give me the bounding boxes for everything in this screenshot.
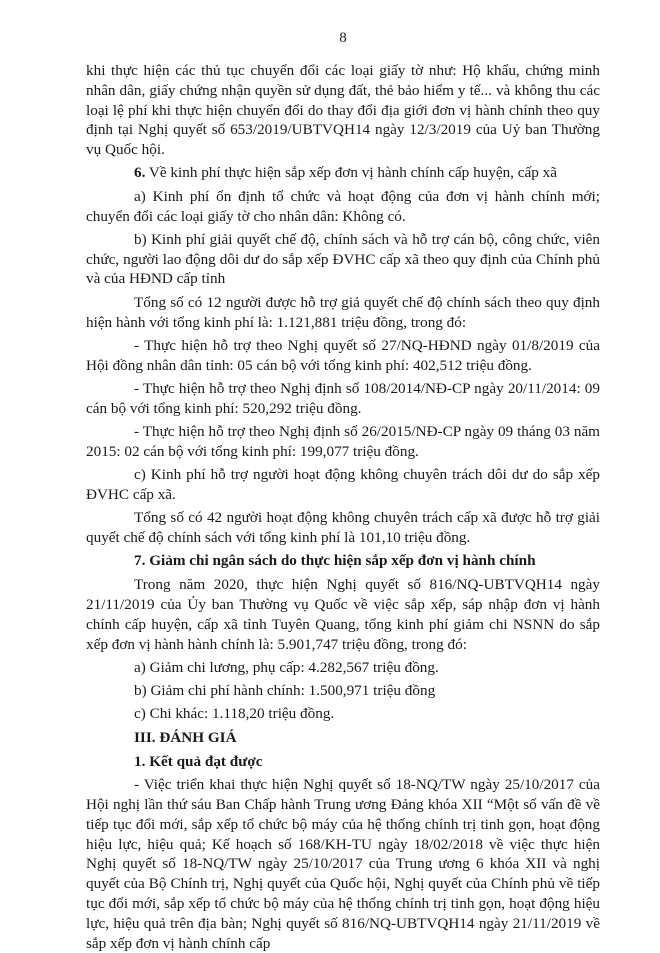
paragraph: Trong năm 2020, thực hiện Nghị quyết số 816/NQ-UBTVQH14 ngày 21/11/2019 của Ủy ban Thường vụ Quốc về việc sắp xếp, sáp nhập đơn vị hành chính cấp huyện, cấp xã tỉnh Tuyên Quang, tổng kinh phí giảm chi NSNN do sắp xếp đơn vị hành hành chính là: 5.901,747 triệu đồng, trong đó:	[86, 576, 600, 653]
paragraph: a) Giảm chi lương, phụ cấp: 4.282,567 triệu đồng.	[134, 658, 439, 676]
part-iii-heading: III. ĐÁNH GIÁ	[134, 728, 237, 746]
paragraph: b) Kinh phí giải quyết chế độ, chính sách và hỗ trợ cán bộ, công chức, viên chức, người lao động dôi dư do sắp xếp ĐVHC cấp xã theo quy định của Chính phủ và của HĐND cấp tỉnh	[86, 230, 600, 288]
paragraph: - Thực hiện hỗ trợ theo Nghị quyết số 27/NQ-HĐND ngày 01/8/2019 của Hội đồng nhân dân tỉnh: 05 cán bộ với tổng kinh phí: 402,512 triệu đồng.	[86, 336, 600, 374]
paragraph: c) Kinh phí hỗ trợ người hoạt động không chuyên trách dôi dư do sắp xếp ĐVHC cấp xã.	[86, 466, 600, 503]
paragraph: c) Chi khác: 1.118,20 triệu đồng.	[134, 705, 335, 723]
section-title: Về kinh phí thực hiện sắp xếp đơn vị hành chính cấp huyện, cấp xã	[145, 164, 557, 182]
paragraph: a) Kinh phí ổn định tổ chức và hoạt động của đơn vị hành chính mới; chuyển đổi các loại giấy tờ cho nhân dân: Không có.	[86, 187, 600, 225]
page-number: 8	[339, 30, 347, 46]
paragraph: Tổng số có 12 người được hỗ trợ giả quyết chế độ chính sách theo quy định hiện hành với tổng kinh phí là: 1.121,881 triệu đồng, trong đó:	[86, 293, 600, 331]
subsection-1-heading: 1. Kết quả đạt được	[134, 752, 263, 770]
paragraph: - Thực hiện hỗ trợ theo Nghị định số 108/2014/NĐ-CP ngày 20/11/2014: 09 cán bộ với tổng kinh phí: 520,292 triệu đồng.	[86, 379, 600, 417]
document-body	[86, 61, 600, 953]
section-7-heading: 7. Giảm chi ngân sách do thực hiện sắp xếp đơn vị hành chính	[134, 552, 536, 570]
paragraph: - Việc triển khai thực hiện Nghị quyết số 18-NQ/TW ngày 25/10/2017 của Hội nghị lần thứ sáu Ban Chấp hành Trung ương Đảng khóa XII “Một số vấn đề về tiếp tục đổi mới, sắp xếp tổ chức bộ máy của hệ thống chính trị tinh gọn, hoạt động hiệu lực, hiệu quả; Kế hoạch số 168/KH-TU ngày 18/02/2018 về việc thực hiện Nghị quyết số 18-NQ/TW ngày 25/10/2017 của Trung ương 6 khóa XII và nghị quyết của Bộ Chính trị, Nghị quyết của Quốc hội, Nghị quyết của Chính phủ về tiếp tục đổi mới, sắp xếp tổ chức bộ máy của hệ thống chính trị tinh gọn, hoạt động hiệu lực, hiệu quả trên địa bàn; Nghị quyết số 816/NQ-UBTVQH14 ngày 21/11/2019 về sắp xếp đơn vị hành chính cấp	[86, 776, 600, 952]
section-number: 6.	[134, 164, 146, 182]
paragraph: b) Giảm chi phí hành chính: 1.500,971 triệu đồng	[134, 682, 436, 700]
section-6-heading	[86, 163, 600, 183]
paragraph: - Thực hiện hỗ trợ theo Nghị định số 26/2015/NĐ-CP ngày 09 tháng 03 năm 2015: 02 cán bộ với tổng kinh phí: 199,077 triệu đồng.	[86, 423, 600, 460]
paragraph: Tổng số có 42 người hoạt động không chuyên trách cấp xã được hỗ trợ giải quyết chế độ chính sách với tổng kinh phí là 101,10 triệu đồng.	[86, 509, 600, 547]
paragraph-continuation: khi thực hiện các thủ tục chuyển đổi các loại giấy tờ như: Hộ khẩu, chứng minh nhân dân, giấy chứng nhận quyền sử dụng đất, thẻ bảo hiểm y tế... và không thu các loại lệ phí khi thực hiện chuyển đổi do thay đổi địa giới đơn vị hành chính theo quy định tại Nghị quyết số 653/2019/UBTVQH14 ngày 12/3/2019 của Uỷ ban Thường vụ Quốc hội.	[86, 62, 600, 159]
